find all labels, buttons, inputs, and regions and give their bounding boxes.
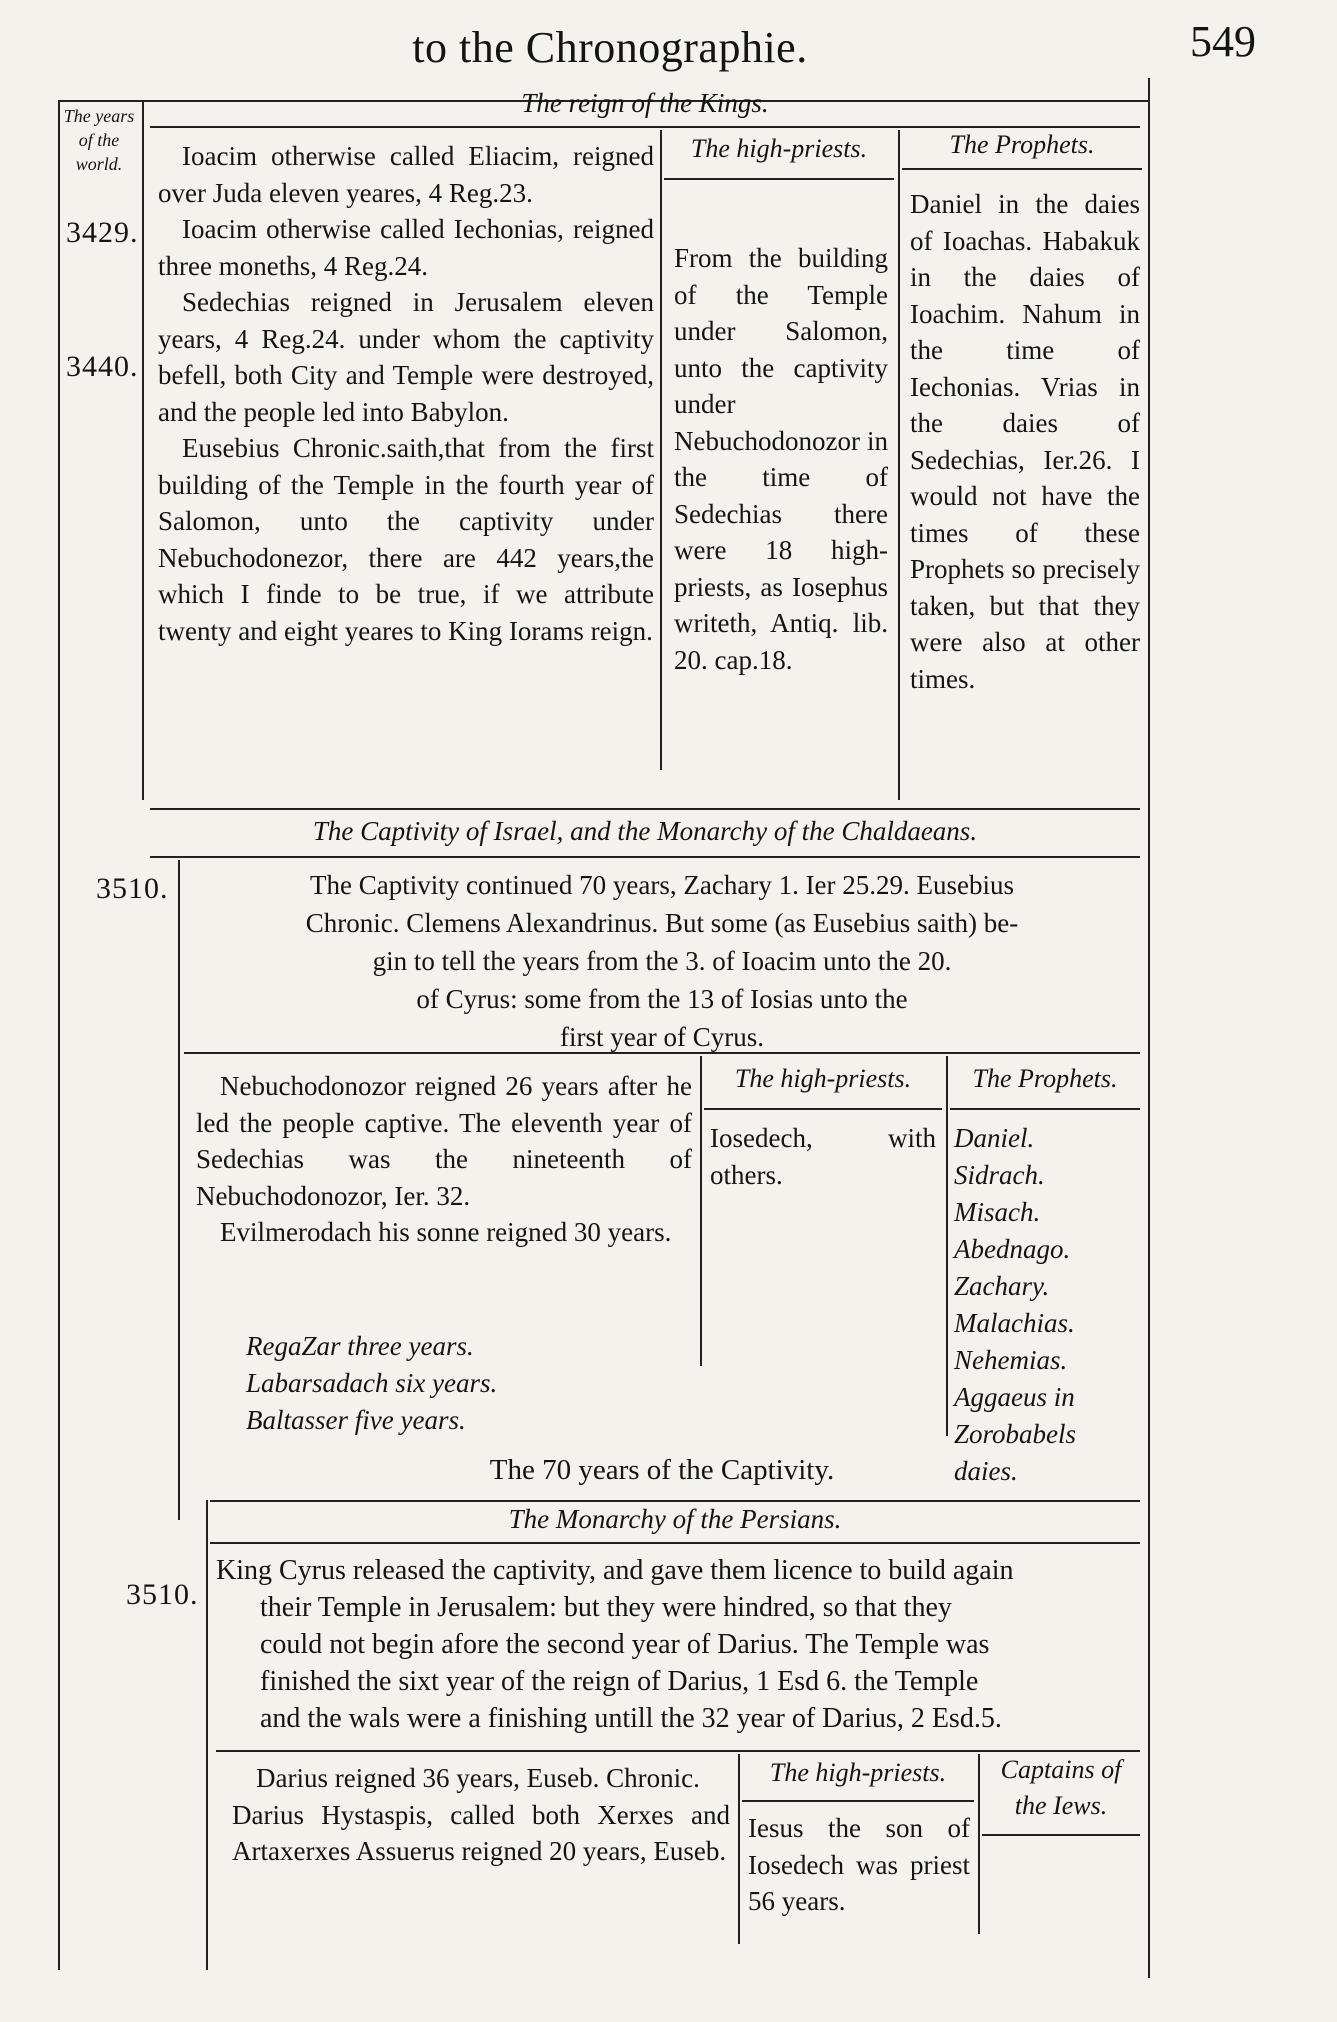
- persians-paragraph: Darius reigned 36 years, Euseb. Chronic.: [256, 1763, 700, 1793]
- year-3440: 3440.: [66, 350, 139, 383]
- persians-col-rule-2: [978, 1754, 980, 1934]
- captivity-high-priests-text: [710, 1120, 936, 1193]
- kings-paragraph: Ioacim otherwise called Iechonias, reigned three moneths, 4 Reg.24.: [158, 214, 654, 281]
- persians-main-text: [232, 1760, 730, 1870]
- kings-prophets-paragraph: Daniel in the daies of Ioachas. Habakuk in the daies of Ioachim. Nahum in the time of Iechonias. Vrias in the daies of Sedechias, Ier.26. I would not have the times of these Prophets so precisely taken, but that they were also at other times.: [910, 189, 1140, 694]
- captivity-paragraph: Evilmerodach his sonne reigned 30 years.: [220, 1217, 672, 1247]
- captivity-paragraph: Nebuchodonozor reigned 26 years after he led the people captive. The eleventh year of Sedechias was the nineteenth of Nebuchodonozor, Ier. 32.: [196, 1071, 692, 1211]
- persians-title-rule: [210, 1542, 1140, 1544]
- captivity-title-rule: [150, 856, 1140, 858]
- captivity-col-rule-2: [946, 1056, 948, 1436]
- captivity-intro-line: of Cyrus: some from the 13 of Iosias unto the: [416, 984, 908, 1014]
- running-head: to the Chronographie.: [412, 23, 808, 72]
- persians-intro-line: their Temple in Jerusalem: but they were hindred, so that they: [260, 1592, 952, 1623]
- kings-title-rule: [150, 126, 1140, 128]
- short-reign-item: Baltasser five years.: [246, 1405, 466, 1435]
- kings-paragraph: Ioacim otherwise called Eliacim, reigned over Juda eleven yeares, 4 Reg.23.: [158, 141, 654, 208]
- kings-high-priests-head-rule: [664, 178, 894, 180]
- captivity-high-priests-head: The high-priests.: [734, 1064, 912, 1093]
- captivity-prophets-head-rule: [950, 1108, 1140, 1110]
- captivity-year-rule: [178, 860, 180, 1520]
- captivity-prophets-head: The Prophets.: [972, 1064, 1118, 1093]
- section-title-kings: The reign of the Kings.: [521, 88, 769, 118]
- persians-paragraph: Darius Hystaspis, called both Xerxes and Artaxerxes Assuerus reigned 20 years, Euseb.: [232, 1799, 730, 1866]
- persians-captains-head: Captains of the Iews.: [1000, 1755, 1122, 1820]
- years-of-world-label: The years of the world.: [63, 106, 135, 174]
- persians-high-priests-text: [748, 1810, 970, 1920]
- prophet-item: Zachary.: [954, 1271, 1050, 1301]
- prophet-item: Daniel.: [954, 1123, 1035, 1153]
- kings-col-rule-1: [660, 130, 662, 770]
- kings-prophets-text: [910, 186, 1140, 697]
- captivity-intro-rule: [184, 1052, 1140, 1054]
- kings-high-priests-paragraph: From the building of the Temple under Salomon, unto the captivity under Nebuchodonozor in the time of Sedechias there were 18 high-priests, as Iosephus writeth, Antiq. lib. 20. cap.18.: [674, 243, 888, 675]
- captivity-intro-line: The Captivity continued 70 years, Zachary 1. Ier 25.29. Eusebius: [309, 870, 1015, 900]
- section-title-persians: The Monarchy of the Persians.: [508, 1504, 842, 1534]
- year-column-rule: [142, 100, 144, 800]
- captivity-intro-line: Chronic. Clemens Alexandrinus. But some (as Eusebius saith) be-: [305, 908, 1019, 938]
- frame-right-rule: [1148, 78, 1150, 1978]
- prophet-item: Misach.: [954, 1197, 1041, 1227]
- captivity-intro-line: gin to tell the years from the 3. of Ioacim unto the 20.: [372, 946, 952, 976]
- persians-intro-line: could not begin afore the second year of Darius. The Temple was: [260, 1629, 990, 1660]
- short-reign-item: Labarsadach six years.: [246, 1368, 498, 1398]
- persians-intro-line: and the wals were a finishing untill the 32 year of Darius, 2 Esd.5.: [260, 1703, 1002, 1734]
- persians-top-rule: [210, 1500, 1140, 1502]
- captivity-main-text: [196, 1068, 692, 1251]
- captivity-prophets-list: [954, 1120, 1144, 1490]
- persians-col-rule-1: [738, 1754, 740, 1944]
- page-number: 549: [1190, 17, 1256, 66]
- short-reign-item: RegaZar three years.: [246, 1331, 474, 1361]
- persians-intro: [216, 1552, 1140, 1737]
- year-3429: 3429.: [66, 216, 139, 249]
- captivity-footer-line: The 70 years of the Captivity.: [489, 1454, 835, 1486]
- persians-captains-head-rule: [982, 1834, 1140, 1836]
- frame-left-rule: [58, 100, 60, 1970]
- prophet-item: Aggaeus in Zorobabels daies.: [954, 1382, 1077, 1486]
- prophet-item: Abednago.: [954, 1234, 1071, 1264]
- persians-year-rule: [206, 1500, 208, 1970]
- prophet-item: Sidrach.: [954, 1160, 1045, 1190]
- kings-prophets-head: The Prophets.: [949, 130, 1095, 159]
- kings-col-rule-2: [898, 130, 900, 800]
- captivity-col-rule-1: [700, 1056, 702, 1366]
- captivity-intro-line: first year of Cyrus.: [560, 1022, 764, 1052]
- persians-high-priests-paragraph: Iesus the son of Iosedech was priest 56 years.: [748, 1813, 970, 1916]
- short-reigns-list: [246, 1328, 497, 1439]
- kings-high-priests-head: The high-priests.: [690, 134, 868, 163]
- persians-high-priests-head: The high-priests.: [769, 1758, 947, 1787]
- captivity-intro: [184, 866, 1140, 1056]
- prophet-item: Malachias.: [954, 1308, 1075, 1338]
- kings-prophets-head-rule: [902, 168, 1142, 170]
- year-3510-persians: 3510.: [126, 1578, 199, 1611]
- kings-paragraph: Eusebius Chronic.saith,that from the first building of the Temple in the fourth year of Salomon, unto the captivity under Nebuchodonezor, there are 442 years,the which I finde to be true, if we attribute twenty and eight yeares to King Iorams reign.: [158, 433, 654, 646]
- captivity-top-rule: [150, 808, 1140, 810]
- kings-main-text: [158, 138, 654, 649]
- persians-high-priests-head-rule: [742, 1800, 974, 1802]
- section-title-captivity: The Captivity of Israel, and the Monarchy of the Chaldaeans.: [312, 816, 978, 846]
- persians-intro-line: finished the sixt year of the reign of Darius, 1 Esd 6. the Temple: [260, 1666, 979, 1697]
- kings-high-priests-text: [674, 240, 888, 678]
- year-3510-captivity: 3510.: [96, 872, 169, 905]
- kings-paragraph: Sedechias reigned in Jerusalem eleven years, 4 Reg.24. under whom the captivity befell, both City and Temple were destroyed, and the people led into Babylon.: [158, 287, 654, 427]
- captivity-high-priests-head-rule: [704, 1108, 942, 1110]
- persians-intro-line: King Cyrus released the captivity, and gave them licence to build again: [216, 1555, 1014, 1586]
- prophet-item: Nehemias.: [954, 1345, 1068, 1375]
- captivity-high-priests-paragraph: Iosedech, with others.: [710, 1123, 936, 1190]
